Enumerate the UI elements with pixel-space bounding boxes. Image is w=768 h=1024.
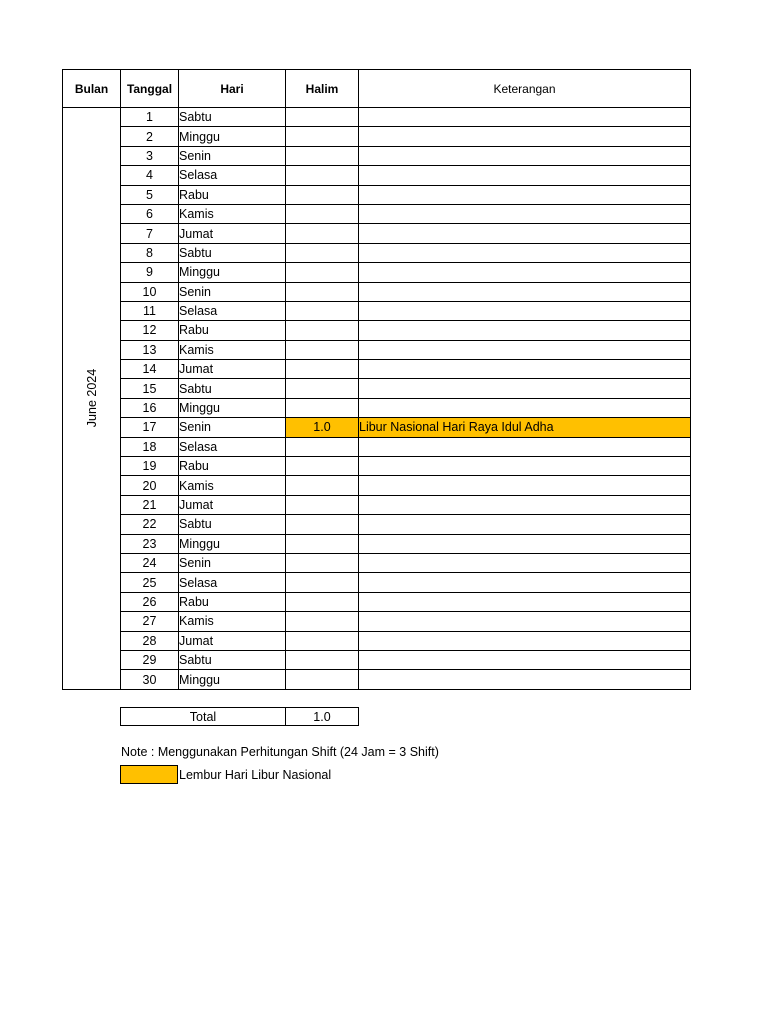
keterangan-cell[interactable] (359, 108, 691, 127)
table-row (63, 263, 691, 282)
hari-cell[interactable]: Jumat (179, 224, 286, 243)
keterangan-cell[interactable] (359, 631, 691, 650)
hari-cell[interactable]: Selasa (179, 301, 286, 320)
halim-cell[interactable] (286, 146, 359, 165)
tanggal-cell[interactable]: 11 (121, 301, 179, 320)
hari-cell[interactable]: Jumat (179, 360, 286, 379)
hari-cell[interactable]: Rabu (179, 457, 286, 476)
halim-cell[interactable] (286, 457, 359, 476)
table-row (63, 553, 691, 572)
halim-cell[interactable] (286, 204, 359, 223)
tanggal-cell[interactable]: 20 (121, 476, 179, 495)
tanggal-cell[interactable]: 9 (121, 263, 179, 282)
keterangan-cell[interactable] (359, 553, 691, 572)
tanggal-cell[interactable]: 28 (121, 631, 179, 650)
table-row (63, 204, 691, 223)
halim-cell[interactable] (286, 495, 359, 514)
month-cell[interactable] (63, 108, 121, 690)
keterangan-cell[interactable] (359, 301, 691, 320)
halim-cell[interactable] (286, 437, 359, 456)
table-body (63, 108, 691, 690)
keterangan-cell[interactable] (359, 437, 691, 456)
keterangan-cell[interactable] (359, 204, 691, 223)
legend-swatch (120, 765, 178, 784)
table-row (63, 340, 691, 359)
keterangan-cell[interactable] (359, 127, 691, 146)
tanggal-cell[interactable]: 5 (121, 185, 179, 204)
tanggal-cell[interactable]: 6 (121, 204, 179, 223)
hari-cell[interactable]: Sabtu (179, 650, 286, 669)
attendance-table (62, 69, 691, 690)
keterangan-cell[interactable] (359, 243, 691, 262)
table-row (63, 301, 691, 320)
hari-cell[interactable]: Rabu (179, 321, 286, 340)
keterangan-cell[interactable] (359, 360, 691, 379)
header-halim: Halim (286, 70, 359, 108)
tanggal-cell[interactable]: 14 (121, 360, 179, 379)
keterangan-cell[interactable] (359, 495, 691, 514)
keterangan-cell[interactable] (359, 457, 691, 476)
total-box (120, 707, 359, 726)
month-label: June 2024 (84, 369, 99, 428)
halim-cell[interactable] (286, 243, 359, 262)
keterangan-cell[interactable] (359, 650, 691, 669)
keterangan-cell[interactable] (359, 379, 691, 398)
hari-cell[interactable]: Minggu (179, 670, 286, 689)
total-row (121, 708, 359, 726)
header-hari: Hari (179, 70, 286, 108)
tanggal-cell[interactable]: 26 (121, 592, 179, 611)
tanggal-cell[interactable]: 18 (121, 437, 179, 456)
table-row (63, 573, 691, 592)
hari-cell[interactable]: Jumat (179, 495, 286, 514)
tanggal-cell[interactable]: 10 (121, 282, 179, 301)
tanggal-cell[interactable]: 16 (121, 398, 179, 417)
header-keterangan: Keterangan (359, 70, 691, 108)
halim-cell[interactable] (286, 612, 359, 631)
halim-cell[interactable]: 1.0 (286, 418, 359, 437)
keterangan-cell[interactable] (359, 146, 691, 165)
tanggal-cell[interactable]: 30 (121, 670, 179, 689)
tanggal-cell[interactable]: 27 (121, 612, 179, 631)
table-row (63, 321, 691, 340)
table-row (63, 670, 691, 689)
hari-cell[interactable]: Sabtu (179, 379, 286, 398)
keterangan-cell[interactable] (359, 185, 691, 204)
hari-cell[interactable]: Senin (179, 553, 286, 572)
halim-cell[interactable] (286, 360, 359, 379)
total-value[interactable]: 1.0 (286, 708, 359, 726)
hari-cell[interactable]: Rabu (179, 185, 286, 204)
table-row (63, 360, 691, 379)
tanggal-cell[interactable]: 15 (121, 379, 179, 398)
halim-cell[interactable] (286, 592, 359, 611)
hari-cell[interactable]: Selasa (179, 437, 286, 456)
hari-cell[interactable]: Sabtu (179, 243, 286, 262)
halim-cell[interactable] (286, 398, 359, 417)
hari-cell[interactable]: Minggu (179, 398, 286, 417)
hari-cell[interactable]: Senin (179, 418, 286, 437)
table-row (63, 108, 691, 127)
keterangan-cell[interactable] (359, 612, 691, 631)
tanggal-cell[interactable]: 1 (121, 108, 179, 127)
hari-cell[interactable]: Kamis (179, 476, 286, 495)
halim-cell[interactable] (286, 670, 359, 689)
halim-cell[interactable] (286, 224, 359, 243)
hari-cell[interactable]: Minggu (179, 263, 286, 282)
tanggal-cell[interactable]: 17 (121, 418, 179, 437)
halim-cell[interactable] (286, 321, 359, 340)
halim-cell[interactable] (286, 108, 359, 127)
table-row (63, 146, 691, 165)
table-row (63, 650, 691, 669)
tanggal-cell[interactable]: 22 (121, 515, 179, 534)
tanggal-cell[interactable]: 7 (121, 224, 179, 243)
keterangan-cell[interactable] (359, 573, 691, 592)
note-text: Note : Menggunakan Perhitungan Shift (24 Jam = 3 Shift) (121, 745, 439, 759)
table-row (63, 534, 691, 553)
table-row (63, 476, 691, 495)
halim-cell[interactable] (286, 650, 359, 669)
table-row (63, 398, 691, 417)
halim-cell[interactable] (286, 573, 359, 592)
hari-cell[interactable]: Sabtu (179, 515, 286, 534)
tanggal-cell[interactable]: 12 (121, 321, 179, 340)
tanggal-cell[interactable]: 13 (121, 340, 179, 359)
table-row (63, 379, 691, 398)
tanggal-cell[interactable]: 29 (121, 650, 179, 669)
keterangan-cell[interactable] (359, 340, 691, 359)
halim-cell[interactable] (286, 476, 359, 495)
keterangan-cell[interactable] (359, 515, 691, 534)
tanggal-cell[interactable]: 19 (121, 457, 179, 476)
hari-cell[interactable]: Jumat (179, 631, 286, 650)
table-row (63, 631, 691, 650)
tanggal-cell[interactable]: 8 (121, 243, 179, 262)
keterangan-cell[interactable] (359, 166, 691, 185)
table-row (63, 418, 691, 437)
hari-cell[interactable]: Kamis (179, 612, 286, 631)
table-row (63, 243, 691, 262)
keterangan-cell[interactable] (359, 398, 691, 417)
hari-cell[interactable]: Kamis (179, 340, 286, 359)
hari-cell[interactable]: Minggu (179, 534, 286, 553)
halim-cell[interactable] (286, 282, 359, 301)
halim-cell[interactable] (286, 553, 359, 572)
table-row (63, 612, 691, 631)
halim-cell[interactable] (286, 534, 359, 553)
total-label[interactable]: Total (121, 708, 286, 726)
tanggal-cell[interactable]: 24 (121, 553, 179, 572)
hari-cell[interactable]: Selasa (179, 573, 286, 592)
table-row (63, 166, 691, 185)
header-row (63, 70, 691, 108)
halim-cell[interactable] (286, 631, 359, 650)
hari-cell[interactable]: Sabtu (179, 108, 286, 127)
halim-cell[interactable] (286, 379, 359, 398)
halim-cell[interactable] (286, 340, 359, 359)
table-row (63, 224, 691, 243)
header-bulan: Bulan (63, 70, 121, 108)
keterangan-cell[interactable] (359, 476, 691, 495)
keterangan-cell[interactable] (359, 321, 691, 340)
tanggal-cell[interactable]: 4 (121, 166, 179, 185)
keterangan-cell[interactable] (359, 534, 691, 553)
legend-label: Lembur Hari Libur Nasional (179, 767, 332, 782)
tanggal-cell[interactable]: 23 (121, 534, 179, 553)
table-row (63, 515, 691, 534)
table-row (63, 185, 691, 204)
hari-cell[interactable]: Senin (179, 282, 286, 301)
keterangan-cell[interactable]: Libur Nasional Hari Raya Idul Adha (359, 418, 691, 437)
attendance-sheet (62, 69, 691, 690)
keterangan-cell[interactable] (359, 592, 691, 611)
keterangan-cell[interactable] (359, 670, 691, 689)
hari-cell[interactable]: Kamis (179, 204, 286, 223)
table-row (63, 495, 691, 514)
keterangan-cell[interactable] (359, 263, 691, 282)
legend (120, 765, 331, 784)
tanggal-cell[interactable]: 2 (121, 127, 179, 146)
tanggal-cell[interactable]: 3 (121, 146, 179, 165)
table-row (63, 592, 691, 611)
hari-cell[interactable]: Senin (179, 146, 286, 165)
table-row (63, 282, 691, 301)
halim-cell[interactable] (286, 263, 359, 282)
table-row (63, 127, 691, 146)
tanggal-cell[interactable]: 25 (121, 573, 179, 592)
keterangan-cell[interactable] (359, 282, 691, 301)
halim-cell[interactable] (286, 166, 359, 185)
table-row (63, 457, 691, 476)
keterangan-cell[interactable] (359, 224, 691, 243)
halim-cell[interactable] (286, 515, 359, 534)
hari-cell[interactable]: Minggu (179, 127, 286, 146)
halim-cell[interactable] (286, 185, 359, 204)
header-tanggal: Tanggal (121, 70, 179, 108)
halim-cell[interactable] (286, 127, 359, 146)
table-row (63, 437, 691, 456)
halim-cell[interactable] (286, 301, 359, 320)
hari-cell[interactable]: Rabu (179, 592, 286, 611)
hari-cell[interactable]: Selasa (179, 166, 286, 185)
tanggal-cell[interactable]: 21 (121, 495, 179, 514)
